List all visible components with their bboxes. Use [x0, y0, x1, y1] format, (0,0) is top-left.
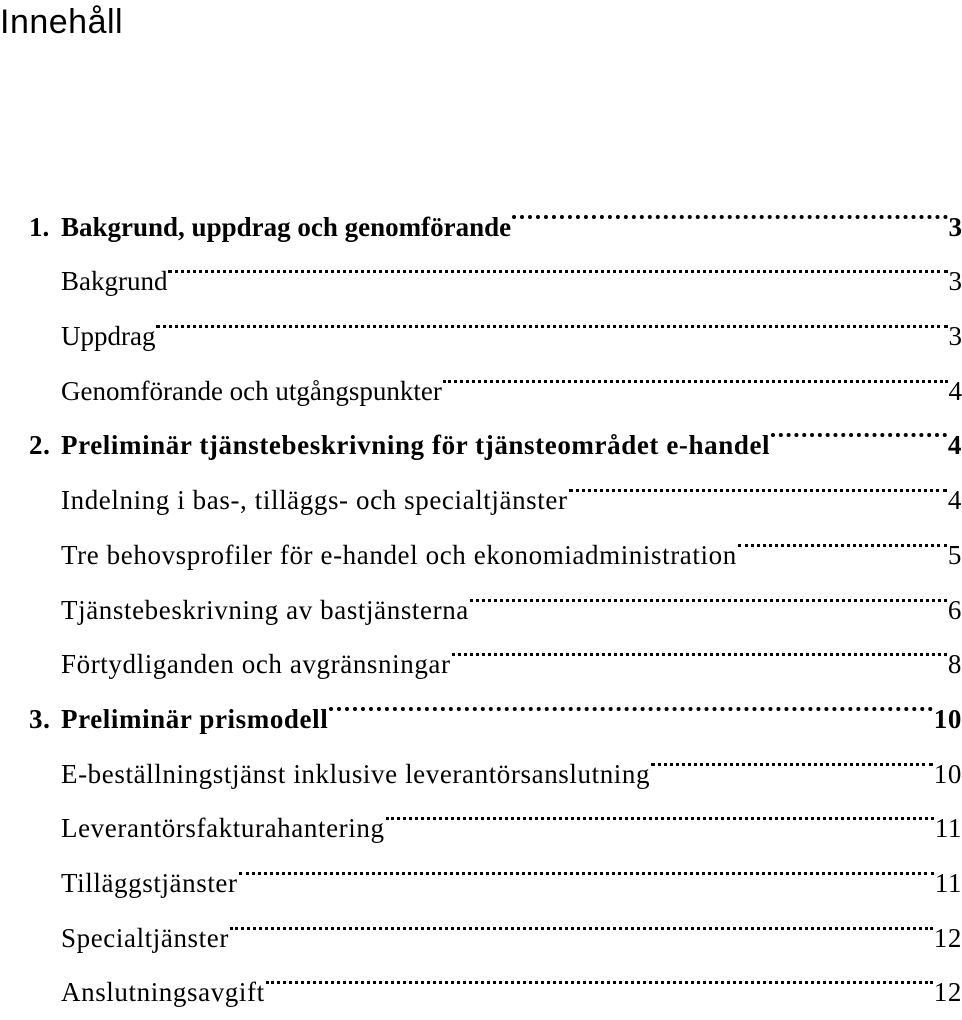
toc-page-number: 11: [935, 801, 962, 856]
dot-leader: [156, 290, 947, 345]
toc-title: Bakgrund: [61, 254, 167, 309]
dot-leader: [771, 400, 947, 455]
dot-leader: [443, 345, 948, 400]
toc-title: Förtydliganden och avgränsningar: [61, 637, 451, 692]
toc-title: Preliminär tjänstebeskrivning för tjänsteområdet e-handel: [61, 418, 770, 473]
dot-leader: [266, 947, 933, 1002]
toc-title: Tre behovsprofiler för e-handel och ekonomiadministration: [61, 528, 737, 583]
toc-page-number: 4: [948, 473, 962, 528]
toc-title: E-beställningstjänst inklusive leverantörsanslutning: [61, 747, 650, 802]
dot-leader: [512, 181, 947, 236]
toc-title: Anslutningsavgift: [61, 965, 265, 1020]
dot-leader: [569, 454, 947, 509]
toc-number: 2.: [29, 418, 61, 473]
dot-leader: [230, 892, 933, 947]
toc-number: 1.: [29, 200, 61, 255]
toc-page-number: 4: [949, 364, 962, 419]
toc-page-number: 10: [934, 747, 962, 802]
toc-page-number: 12: [934, 965, 962, 1020]
toc-entry-uppdrag[interactable]: [29, 290, 962, 345]
toc-title: Tilläggstjänster: [61, 856, 238, 911]
toc-entry-genomforande[interactable]: [29, 345, 962, 400]
toc-title: Tjänstebeskrivning av bastjänsterna: [61, 583, 469, 638]
toc-page-number: 10: [934, 692, 962, 747]
page-title: Innehåll: [0, 0, 123, 44]
dot-leader: [168, 236, 947, 291]
toc-page-number: 6: [948, 583, 962, 638]
toc-page-number: 3: [949, 254, 962, 309]
dot-leader: [452, 619, 947, 674]
toc-title: Preliminär prismodell: [61, 692, 328, 747]
toc-page-number: 11: [935, 856, 962, 911]
toc-entry-1[interactable]: [29, 181, 962, 236]
toc-page-number: 3: [949, 309, 962, 364]
toc-page-number: 12: [934, 911, 962, 966]
dot-leader: [470, 564, 947, 619]
toc-title: Specialtjänster: [61, 911, 229, 966]
dot-leader: [329, 673, 932, 728]
toc-title: Indelning i bas-, tilläggs- och specialtjänster: [61, 473, 568, 528]
toc-page-number: 3: [949, 200, 962, 255]
toc-title: Leverantörsfakturahantering: [61, 801, 385, 856]
dot-leader: [239, 837, 934, 892]
toc-title: Uppdrag: [61, 309, 155, 364]
dot-leader: [386, 783, 934, 838]
toc-title: Bakgrund, uppdrag och genomförande: [61, 200, 511, 255]
toc-page-number: 8: [948, 637, 962, 692]
toc-page-number: 4: [948, 418, 962, 473]
dot-leader: [738, 509, 947, 564]
toc-page-number: 5: [948, 528, 962, 583]
table-of-contents: [29, 181, 962, 1001]
dot-leader: [651, 728, 933, 783]
toc-number: 3.: [29, 692, 61, 747]
toc-title: Genomförande och utgångspunkter: [61, 364, 442, 419]
toc-entry-bakgrund[interactable]: [29, 236, 962, 291]
